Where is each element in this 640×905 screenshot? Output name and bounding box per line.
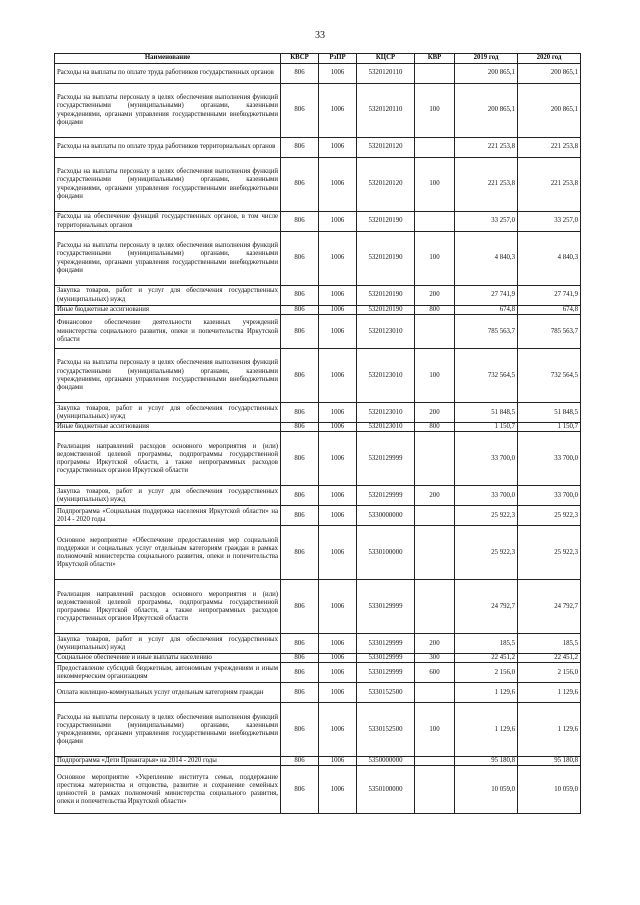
- row-2019: 33 700,0: [455, 432, 518, 486]
- row-kvsr: 806: [281, 526, 319, 580]
- table-row: [55, 349, 581, 403]
- row-name: Закупка товаров, работ и услуг для обеспечения государственных (муниципальных) нужд: [55, 403, 281, 423]
- row-rzpr: 1006: [319, 580, 357, 634]
- table-row: [55, 654, 581, 663]
- row-kcsr: 5330152500: [357, 703, 415, 757]
- header-kvsr: КВСР: [281, 54, 319, 64]
- row-kcsr: 5320120110: [357, 84, 415, 138]
- row-rzpr: 1006: [319, 654, 357, 663]
- row-kcsr: 5330129999: [357, 634, 415, 654]
- header-2019: 2019 год: [455, 54, 518, 64]
- row-name: Предоставление субсидий бюджетным, автономным учреждениям и иным некоммерческим организациям: [55, 663, 281, 683]
- row-2020: 200 865,1: [518, 64, 581, 84]
- row-kvsr: 806: [281, 138, 319, 158]
- table-row: [55, 634, 581, 654]
- table-row: [55, 580, 581, 634]
- row-rzpr: 1006: [319, 315, 357, 349]
- row-2020: 4 840,3: [518, 232, 581, 286]
- table-row: [55, 486, 581, 506]
- table-row: [55, 286, 581, 306]
- row-rzpr: 1006: [319, 423, 357, 432]
- row-rzpr: 1006: [319, 506, 357, 526]
- row-rzpr: 1006: [319, 683, 357, 703]
- table-row: [55, 757, 581, 766]
- budget-table: [54, 53, 581, 814]
- row-name: Основное мероприятие «Укрепление института семьи, поддержание престижа материнства и отцовства, развитие и сохранение семейных ценностей в рамках полномочий министерства социального развития, опеки и попечительства Иркутской области»: [55, 766, 281, 814]
- row-2019: 25 922,3: [455, 526, 518, 580]
- table-row: [55, 683, 581, 703]
- row-2019: 785 563,7: [455, 315, 518, 349]
- row-kcsr: 5350100000: [357, 766, 415, 814]
- row-name: Иные бюджетные ассигнования: [55, 306, 281, 315]
- row-2019: 1 129,6: [455, 703, 518, 757]
- row-kvsr: 806: [281, 212, 319, 232]
- header-name: Наименование: [55, 54, 281, 64]
- row-2019: 33 257,0: [455, 212, 518, 232]
- row-2020: 95 180,8: [518, 757, 581, 766]
- row-rzpr: 1006: [319, 232, 357, 286]
- row-rzpr: 1006: [319, 663, 357, 683]
- row-kcsr: 5320120190: [357, 286, 415, 306]
- row-kcsr: 5320129999: [357, 486, 415, 506]
- row-kvr: [415, 766, 455, 814]
- row-kvsr: 806: [281, 486, 319, 506]
- row-rzpr: 1006: [319, 757, 357, 766]
- row-2019: 200 865,1: [455, 84, 518, 138]
- row-rzpr: 1006: [319, 84, 357, 138]
- row-kcsr: 5320123010: [357, 315, 415, 349]
- row-2020: 732 564,5: [518, 349, 581, 403]
- row-rzpr: 1006: [319, 703, 357, 757]
- row-rzpr: 1006: [319, 286, 357, 306]
- table-row: [55, 506, 581, 526]
- row-kcsr: 5350000000: [357, 757, 415, 766]
- row-2019: 1 150,7: [455, 423, 518, 432]
- row-2019: 732 564,5: [455, 349, 518, 403]
- row-2020: 2 156,0: [518, 663, 581, 683]
- table-row: [55, 315, 581, 349]
- row-rzpr: 1006: [319, 138, 357, 158]
- row-rzpr: 1006: [319, 486, 357, 506]
- row-kvsr: 806: [281, 232, 319, 286]
- row-2020: 1 129,6: [518, 683, 581, 703]
- row-2019: 4 840,3: [455, 232, 518, 286]
- row-name: Закупка товаров, работ и услуг для обеспечения государственных (муниципальных) нужд: [55, 286, 281, 306]
- row-name: Закупка товаров, работ и услуг для обеспечения государственных (муниципальных) нужд: [55, 486, 281, 506]
- table-row: [55, 84, 581, 138]
- row-kvsr: 806: [281, 84, 319, 138]
- row-name: Расходы на выплаты по оплате труда работников территориальных органов: [55, 138, 281, 158]
- row-kvr: 200: [415, 286, 455, 306]
- row-kcsr: 5330129999: [357, 654, 415, 663]
- row-2019: 24 792,7: [455, 580, 518, 634]
- row-kvr: 100: [415, 158, 455, 212]
- table-row: [55, 403, 581, 423]
- row-kcsr: 5330129999: [357, 663, 415, 683]
- row-name: Реализация направлений расходов основного мероприятия и (или) ведомственной целевой программы, подпрограммы государственной программы Иркутской области, а также непрограммных расходов государственных органов Иркутской области: [55, 580, 281, 634]
- row-name: Основное мероприятие «Обеспечение предоставления мер социальной поддержки и социальных услуг отдельным категориям граждан в рамках полномочий министерства социального развития, опеки и попечительства Иркутской области»: [55, 526, 281, 580]
- row-kcsr: 5320120190: [357, 306, 415, 315]
- table-row: [55, 64, 581, 84]
- row-name: Оплата жилищно-коммунальных услуг отдельным категориям граждан: [55, 683, 281, 703]
- row-kvr: 100: [415, 349, 455, 403]
- row-kvsr: 806: [281, 506, 319, 526]
- row-rzpr: 1006: [319, 158, 357, 212]
- row-2019: 51 848,5: [455, 403, 518, 423]
- table-row: [55, 766, 581, 814]
- row-rzpr: 1006: [319, 349, 357, 403]
- row-kvsr: 806: [281, 766, 319, 814]
- row-2020: 33 700,0: [518, 486, 581, 506]
- row-kvsr: 806: [281, 654, 319, 663]
- row-kvsr: 806: [281, 432, 319, 486]
- row-name: Подпрограмма «Дети Приангарья» на 2014 - 2020 годы: [55, 757, 281, 766]
- row-2020: 221 253,8: [518, 138, 581, 158]
- row-kcsr: 5320120190: [357, 212, 415, 232]
- row-2020: 1 150,7: [518, 423, 581, 432]
- row-rzpr: 1006: [319, 306, 357, 315]
- row-kvr: [415, 506, 455, 526]
- row-2020: 200 865,1: [518, 84, 581, 138]
- row-2019: 185,5: [455, 634, 518, 654]
- row-name: Финансовое обеспечение деятельности казенных учреждений министерства социального развития, опеки и попечительства Иркутской области: [55, 315, 281, 349]
- row-2020: 1 129,6: [518, 703, 581, 757]
- row-kvr: 200: [415, 634, 455, 654]
- row-kvr: 800: [415, 306, 455, 315]
- table-row: [55, 423, 581, 432]
- row-kvsr: 806: [281, 423, 319, 432]
- row-2019: 674,8: [455, 306, 518, 315]
- row-kcsr: 5320120120: [357, 138, 415, 158]
- row-kvr: 600: [415, 663, 455, 683]
- page-number: 33: [315, 30, 325, 41]
- row-kvr: 200: [415, 403, 455, 423]
- row-2020: 33 700,0: [518, 432, 581, 486]
- row-kvr: [415, 526, 455, 580]
- row-name: Иные бюджетные ассигнования: [55, 423, 281, 432]
- row-2019: 200 865,1: [455, 64, 518, 84]
- row-kvr: 100: [415, 232, 455, 286]
- row-2019: 221 253,8: [455, 138, 518, 158]
- table-row: [55, 138, 581, 158]
- row-kcsr: 5320120190: [357, 232, 415, 286]
- table-row: [55, 158, 581, 212]
- row-2020: 25 922,3: [518, 526, 581, 580]
- row-2019: 22 451,2: [455, 654, 518, 663]
- row-2019: 2 156,0: [455, 663, 518, 683]
- row-name: Подпрограмма «Социальная поддержка населения Иркутской области» на 2014 - 2020 годы: [55, 506, 281, 526]
- table-header: [55, 54, 581, 64]
- table-row: [55, 306, 581, 315]
- row-2020: 10 059,0: [518, 766, 581, 814]
- row-kvr: [415, 432, 455, 486]
- row-kvsr: 806: [281, 634, 319, 654]
- row-name: Расходы на выплаты по оплате труда работников государственных органов: [55, 64, 281, 84]
- row-name: Закупка товаров, работ и услуг для обеспечения государственных (муниципальных) нужд: [55, 634, 281, 654]
- row-kvr: 300: [415, 654, 455, 663]
- row-kvsr: 806: [281, 158, 319, 212]
- row-2020: 221 253,8: [518, 158, 581, 212]
- row-2019: 25 922,3: [455, 506, 518, 526]
- row-kvsr: 806: [281, 403, 319, 423]
- row-kvr: [415, 138, 455, 158]
- row-kvsr: 806: [281, 306, 319, 315]
- row-rzpr: 1006: [319, 432, 357, 486]
- row-2019: 10 059,0: [455, 766, 518, 814]
- row-kcsr: 5320123010: [357, 349, 415, 403]
- row-kvsr: 806: [281, 757, 319, 766]
- row-name: Расходы на обеспечение функций государственных органов, в том числе территориальных органов: [55, 212, 281, 232]
- row-2019: 33 700,0: [455, 486, 518, 506]
- table-row: [55, 232, 581, 286]
- row-kvr: 100: [415, 703, 455, 757]
- row-kvr: [415, 580, 455, 634]
- row-2020: 27 741,9: [518, 286, 581, 306]
- row-2020: 22 451,2: [518, 654, 581, 663]
- row-name: Расходы на выплаты персоналу в целях обеспечения выполнения функций государственными (муниципальными) органами, казенными учреждениями, органами управления государственными внебюджетными фондами: [55, 84, 281, 138]
- row-kvsr: 806: [281, 349, 319, 403]
- row-2020: 785 563,7: [518, 315, 581, 349]
- row-rzpr: 1006: [319, 526, 357, 580]
- header-2020: 2020 год: [518, 54, 581, 64]
- row-kcsr: 5320123010: [357, 423, 415, 432]
- table-row: [55, 212, 581, 232]
- row-kcsr: 5330129999: [357, 580, 415, 634]
- row-kvsr: 806: [281, 286, 319, 306]
- row-2019: 95 180,8: [455, 757, 518, 766]
- row-kcsr: 5330152500: [357, 683, 415, 703]
- row-2020: 24 792,7: [518, 580, 581, 634]
- table-row: [55, 432, 581, 486]
- row-name: Расходы на выплаты персоналу в целях обеспечения выполнения функций государственными (муниципальными) органами, казенными учреждениями, органами управления государственными внебюджетными фондами: [55, 349, 281, 403]
- row-2020: 51 848,5: [518, 403, 581, 423]
- row-kvsr: 806: [281, 580, 319, 634]
- row-rzpr: 1006: [319, 403, 357, 423]
- row-name: Расходы на выплаты персоналу в целях обеспечения выполнения функций государственными (муниципальными) органами, казенными учреждениями, органами управления государственными внебюджетными фондами: [55, 158, 281, 212]
- row-2020: 674,8: [518, 306, 581, 315]
- row-name: Расходы на выплаты персоналу в целях обеспечения выполнения функций государственными (муниципальными) органами, казенными учреждениями, органами управления государственными внебюджетными фондами: [55, 232, 281, 286]
- row-name: Реализация направлений расходов основного мероприятия и (или) ведомственной целевой программы, подпрограммы государственной программы Иркутской области, а также непрограммных расходов государственных органов Иркутской области: [55, 432, 281, 486]
- row-kvr: 800: [415, 423, 455, 432]
- row-kvsr: 806: [281, 64, 319, 84]
- row-rzpr: 1006: [319, 634, 357, 654]
- row-2020: 33 257,0: [518, 212, 581, 232]
- row-kcsr: 5320120110: [357, 64, 415, 84]
- header-rzpr: РзПР: [319, 54, 357, 64]
- row-2019: 1 129,6: [455, 683, 518, 703]
- row-kvr: [415, 315, 455, 349]
- row-kvsr: 806: [281, 703, 319, 757]
- row-kvr: 100: [415, 84, 455, 138]
- row-rzpr: 1006: [319, 766, 357, 814]
- row-kvsr: 806: [281, 683, 319, 703]
- table-row: [55, 663, 581, 683]
- row-2019: 27 741,9: [455, 286, 518, 306]
- table-row: [55, 703, 581, 757]
- row-kcsr: 5330100000: [357, 526, 415, 580]
- row-kvsr: 806: [281, 315, 319, 349]
- row-2020: 185,5: [518, 634, 581, 654]
- row-kcsr: 5320123010: [357, 403, 415, 423]
- row-2019: 221 253,8: [455, 158, 518, 212]
- row-kcsr: 5320129999: [357, 432, 415, 486]
- table-row: [55, 526, 581, 580]
- row-2020: 25 922,3: [518, 506, 581, 526]
- row-rzpr: 1006: [319, 64, 357, 84]
- row-kvr: [415, 757, 455, 766]
- row-kcsr: 5330000000: [357, 506, 415, 526]
- row-kvr: [415, 212, 455, 232]
- row-rzpr: 1006: [319, 212, 357, 232]
- table-body: [55, 64, 581, 814]
- row-kcsr: 5320120120: [357, 158, 415, 212]
- header-row: [55, 54, 581, 64]
- row-name: Социальное обеспечение и иные выплаты населению: [55, 654, 281, 663]
- row-kvr: [415, 683, 455, 703]
- row-kvr: 200: [415, 486, 455, 506]
- header-kcsr: КЦСР: [357, 54, 415, 64]
- row-kvr: [415, 64, 455, 84]
- header-kvr: КВР: [415, 54, 455, 64]
- row-name: Расходы на выплаты персоналу в целях обеспечения выполнения функций государственными (муниципальными) органами, казенными учреждениями, органами управления государственными внебюджетными фондами: [55, 703, 281, 757]
- row-kvsr: 806: [281, 663, 319, 683]
